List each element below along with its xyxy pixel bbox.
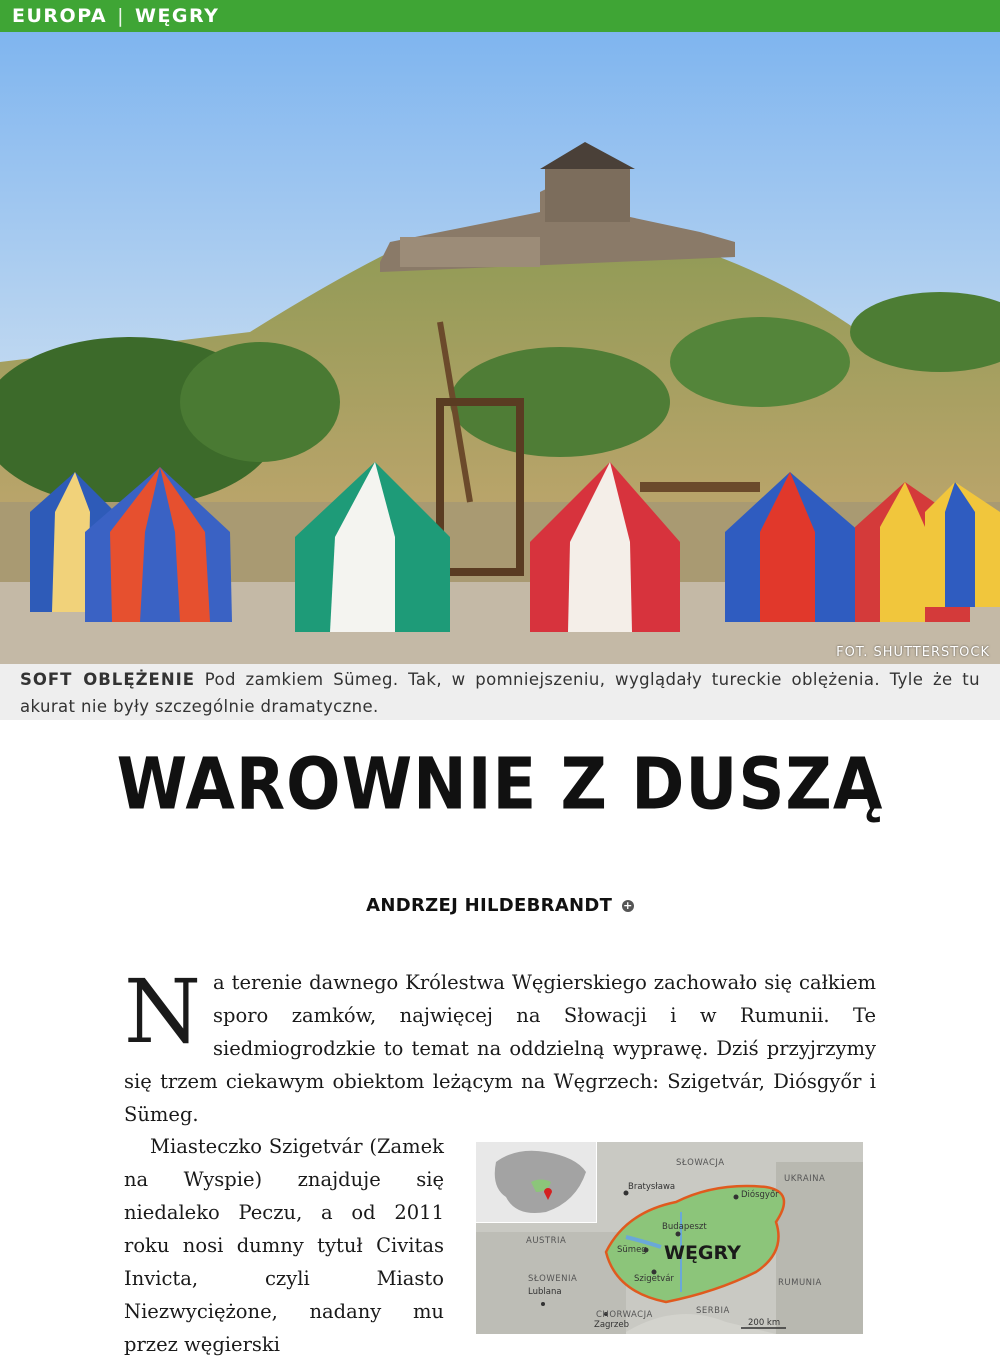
drop-cap: N <box>124 960 201 1063</box>
plus-circle-icon[interactable]: + <box>623 899 633 912</box>
castle-photo-illustration <box>0 32 1000 664</box>
article-paragraph-2: Miasteczko Szigetvár (Zamek na Wyspie) znajduje się niedaleko Peczu, a od 2011 roku nosi dumny tytuł Civitas Invicta, czyli Miasto Niezwyciężone, nadany mu przez węgierski <box>124 1135 444 1356</box>
map-label-slovenia: SŁOWENIA <box>528 1274 578 1284</box>
map-city-diosgyor: Diósgyőr <box>741 1190 779 1200</box>
author-byline[interactable] <box>0 895 1000 916</box>
map-city-bratislava: Bratysława <box>628 1182 676 1192</box>
map-city-ljubljana: Lublana <box>528 1287 562 1297</box>
caption-lead: SOFT OBLĘŻENIE <box>20 670 196 689</box>
photo-caption <box>0 664 1000 720</box>
section-separator: | <box>117 5 125 27</box>
hero-photo <box>0 32 1000 664</box>
map-label-romania: RUMUNIA <box>778 1278 822 1288</box>
map-city-szigetvar: Szigetvár <box>634 1274 674 1284</box>
map-label-croatia: CHORWACJA <box>596 1310 653 1320</box>
map-country-label: WĘGRY <box>664 1242 741 1264</box>
article-title: WAROWNIE Z DUSZĄ <box>116 743 884 827</box>
map-label-serbia: SERBIA <box>696 1306 730 1316</box>
author-name[interactable]: ANDRZEJ HILDEBRANDT <box>366 895 613 916</box>
map-city-budapest: Budapeszt <box>662 1222 707 1232</box>
map-label-austria: AUSTRIA <box>526 1236 567 1246</box>
subsection-label: WĘGRY <box>134 5 220 27</box>
hungary-map <box>476 1142 863 1334</box>
paragraph-1-text: a terenie dawnego Królestwa Węgierskiego zachowało się całkiem sporo zamków, najwięcej na Słowacji i w Rumunii. Te siedmiogrodzkie to temat na oddzielną wyprawę. Dziś przyjrzymy się trzem ciekawym obiektom leżącym na Węgrzech: Szigetvár, Diósgyőr i Sümeg. <box>124 971 876 1126</box>
photo-credit: FOT. SHUTTERSTOCK <box>836 645 990 660</box>
section-label: EUROPA <box>12 5 108 27</box>
map-scale-label: 200 km <box>748 1318 781 1328</box>
section-header-bar <box>0 0 1000 32</box>
map-label-slovakia: SŁOWACJA <box>676 1158 725 1168</box>
map-city-zagreb: Zagrzeb <box>594 1320 630 1330</box>
europe-locator-inset <box>476 1142 597 1223</box>
map-city-sumeg: Sümeg <box>617 1245 647 1255</box>
article-paragraph-1 <box>124 960 876 1131</box>
map-label-ukraine: UKRAINA <box>784 1174 826 1184</box>
caption-text: Pod zamkiem Sümeg. Tak, w pomniejszeniu, wyglądały tureckie oblężenia. Tyle że tu akurat nie były szczególnie dramatyczne. <box>20 670 980 716</box>
